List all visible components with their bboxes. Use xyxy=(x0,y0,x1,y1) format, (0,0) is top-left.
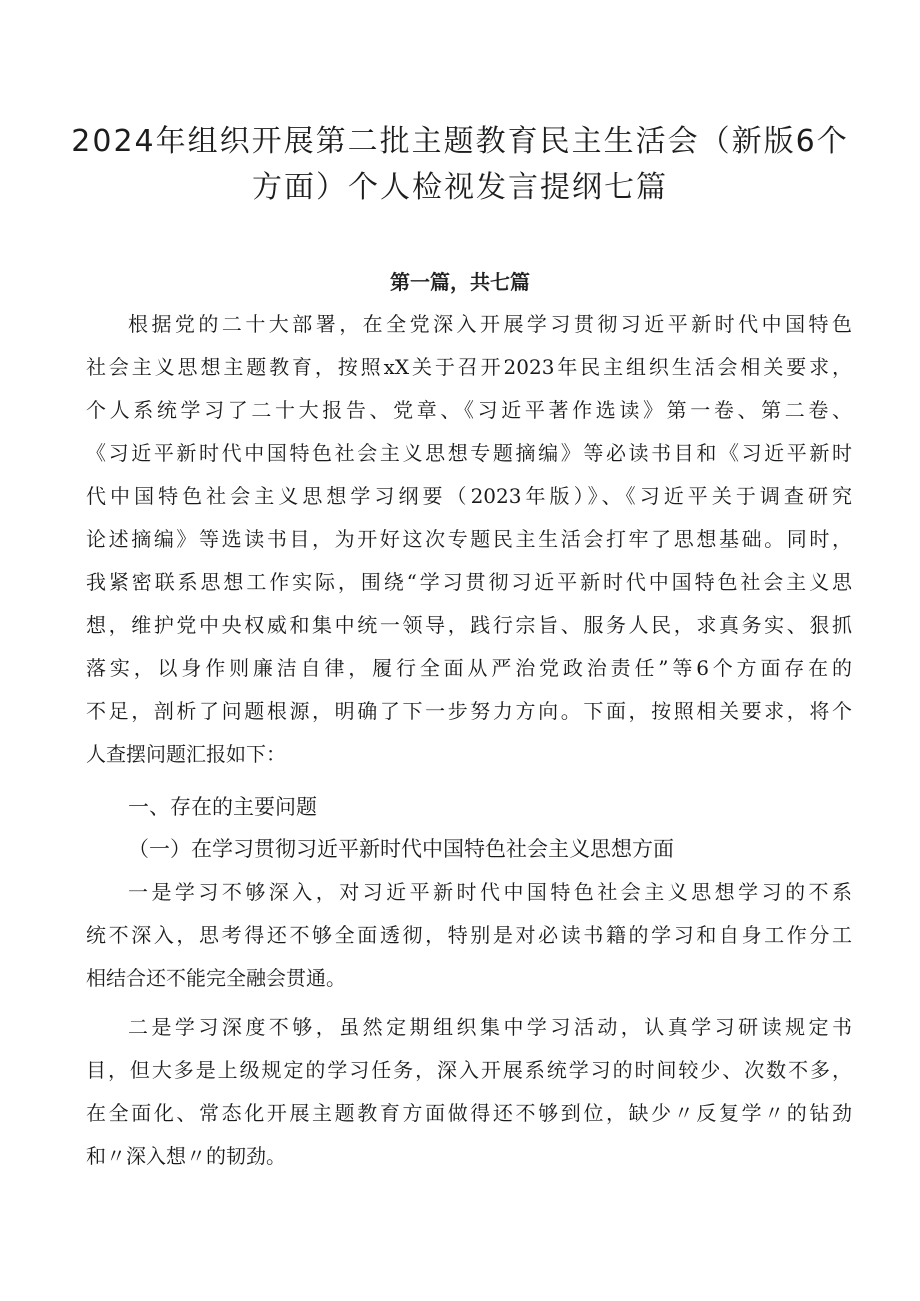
intro-line: 不足，剖析了问题根源，明确了下一步努力方向。下面，按照相关要求，将个 xyxy=(86,699,852,723)
document-title-line-1: 2024年组织开展第二批主题教育民主生活会（新版6个 xyxy=(71,124,849,159)
intro-line: 落实，以身作则廉洁自律，履行全面从严治党政治责任”等6个方面存在的 xyxy=(86,656,852,680)
body-line: 一是学习不够深入，对习近平新时代中国特色社会主义思想学习的不系 xyxy=(128,880,852,904)
body-line: 统不深入，思考得还不够全面透彻，特别是对必读书籍的学习和自身工作分工 xyxy=(86,923,852,947)
body-line: 相结合还不能完全融会贯通。 xyxy=(86,966,346,990)
section-heading: 一、存在的主要问题 xyxy=(128,795,317,819)
body-line: 和〃深入想〃的韧劲。 xyxy=(86,1144,286,1168)
intro-line: 代中国特色社会主义思想学习纲要（2023年版）》、《习近平关于调查研究 xyxy=(86,484,852,508)
intro-line: 论述摘编》等选读书目，为开好这次专题民主生活会打牢了思想基础。同时， xyxy=(86,527,852,551)
subsection-heading: （一）在学习贯彻习近平新时代中国特色社会主义思想方面 xyxy=(128,837,674,861)
intro-line: 社会主义思想主题教育，按照xX关于召开2023年民主组织生活会相关要求， xyxy=(86,355,852,379)
body-line: 在全面化、常态化开展主题教育方面做得还不够到位，缺少〃反复学〃的钻劲 xyxy=(86,1101,852,1125)
intro-line: 人查摆问题汇报如下： xyxy=(86,742,286,766)
body-line: 目，但大多是上级规定的学习任务，深入开展系统学习的时间较少、次数不多， xyxy=(86,1058,852,1082)
intro-line: 想，维护党中央权威和集中统一领导，践行宗旨、服务人民，求真务实、狠抓 xyxy=(86,613,852,637)
document-title-line-2: 方面）个人检视发言提纲七篇 xyxy=(252,170,668,205)
intro-line: 《习近平新时代中国特色社会主义思想专题摘编》等必读书目和《习近平新时 xyxy=(86,441,852,465)
body-line: 二是学习深度不够，虽然定期组织集中学习活动，认真学习研读规定书 xyxy=(128,1015,852,1039)
intro-line: 我紧密联系思想工作实际，围绕“学习贯彻习近平新时代中国特色社会主义思 xyxy=(86,570,852,594)
intro-line: 个人系统学习了二十大报告、党章、《习近平著作选读》第一卷、第二卷、 xyxy=(86,398,852,422)
part-subtitle: 第一篇，共七篇 xyxy=(390,270,530,294)
intro-line: 根据党的二十大部署，在全党深入开展学习贯彻习近平新时代中国特色 xyxy=(128,312,852,336)
